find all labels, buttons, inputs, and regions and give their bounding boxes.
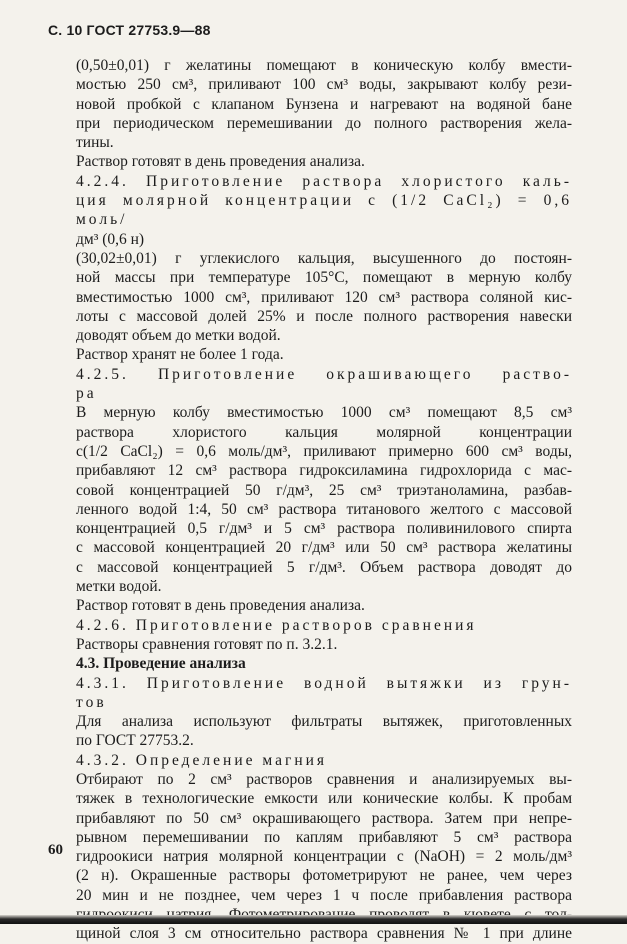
text-line: концентрацией 0,5 г/дм³ и 5 см³ раствора поливинилового спирта xyxy=(76,520,572,538)
text-line: лоты с массовой долей 25% и после полного растворения навески xyxy=(76,307,572,325)
text-line: c(1/2 CaCl₂) = 0,6 моль/дм³, приливают примерно 600 см³ воды, xyxy=(76,442,572,460)
running-header: С. 10 ГОСТ 27753.9—88 xyxy=(48,22,211,38)
paragraph-note xyxy=(76,345,572,364)
text-line: Раствор готовят в день проведения анализа. xyxy=(76,597,365,615)
paragraph-reference xyxy=(76,635,572,654)
text-line: 4.3.2. Определение магния xyxy=(76,751,328,769)
text-line: прибавляют 12 см³ раствора гидроксиламина гидрохлорида с мас- xyxy=(76,462,572,480)
text-line: вместимостью 1000 см³, приливают 120 см³ раствора соляной кис- xyxy=(76,288,572,306)
paragraph-filtrates xyxy=(76,712,572,751)
document-body xyxy=(76,56,572,944)
text-line: Раствор готовят в день проведения анализа. xyxy=(76,153,365,171)
text-line: 4.3. Проведение анализа xyxy=(76,655,246,673)
text-line: раствора хлористого кальция молярной концентрации xyxy=(76,423,572,441)
section-heading-4-3 xyxy=(76,654,572,673)
text-line: с массовой концентрацией 5 г/дм³. Объем раствора доводят до xyxy=(76,558,572,576)
text-line: при периодическом перемешивании до полного растворения жела- xyxy=(76,114,572,132)
text-line: доводят объем до метки водой. xyxy=(76,327,281,345)
paragraph-note xyxy=(76,596,572,615)
text-line: тины. xyxy=(76,134,114,152)
text-line: гидроокиси натрия молярной концентрации c (NaOH) = 2 моль/дм³ xyxy=(76,848,572,866)
text-line: Растворы сравнения готовят по п. 3.2.1. xyxy=(76,635,338,653)
text-line: Для анализа используют фильтраты вытяжек, приготовленных xyxy=(76,713,572,731)
text-line: ра xyxy=(76,385,97,403)
text-line: дм³ (0,6 н) xyxy=(76,230,145,248)
text-line: 4.2.4. Приготовление раствора хлористого каль- xyxy=(76,172,572,190)
text-line: 4.2.5. Приготовление окрашивающего раство- xyxy=(76,365,572,383)
text-line: (2 н). Окрашенные растворы фотометрируют не ранее, чем через xyxy=(76,867,572,885)
text-line: Отбирают по 2 см³ растворов сравнения и анализируемых вы- xyxy=(76,770,572,788)
text-line: тов xyxy=(76,693,107,711)
text-line: тяжек в технологические емкости или конические колбы. К пробам xyxy=(76,790,572,808)
section-heading-4-2-5 xyxy=(76,365,572,404)
text-line: 4.3.1. Приготовление водной вытяжки из грун- xyxy=(76,674,572,692)
text-line: щиной слоя 3 см относительно раствора сравнения № 1 при длине xyxy=(76,925,572,943)
text-line: (0,50±0,01) г желатины помещают в коническую колбу вмести- xyxy=(76,57,572,74)
text-line: рывном перемешивании по каплям прибавляют 5 см³ раствора xyxy=(76,828,572,846)
scan-edge-shadow xyxy=(0,915,627,924)
section-heading-4-2-6 xyxy=(76,616,572,635)
page-number: 60 xyxy=(48,842,63,858)
text-line: ленного водой 1:4, 50 см³ раствора титанового желтого с массовой xyxy=(76,500,572,518)
text-line: с массовой концентрацией 20 г/дм³ или 50 см³ раствора желатины xyxy=(76,539,572,557)
text-line: ной массы при температуре 105°С, помещают в мерную колбу xyxy=(76,269,572,287)
text-line: ция молярной концентрации c (1/2 CaCl₂) = 0,6 моль/ xyxy=(76,192,572,229)
text-line: 4.2.6. Приготовление растворов сравнения xyxy=(76,616,477,634)
text-line: прибавляют по 50 см³ окрашивающего раствора. Затем при непре- xyxy=(76,809,572,827)
paragraph-note xyxy=(76,152,572,171)
text-line: новой пробкой с клапаном Бунзена и нагревают на водяной бане xyxy=(76,95,572,113)
text-line: Раствор хранят не более 1 года. xyxy=(76,346,284,364)
paragraph-gelatin-cont xyxy=(76,56,572,152)
text-line: 20 мин и не позднее, чем через 1 ч после прибавления раствора xyxy=(76,886,572,904)
text-line: (30,02±0,01) г углекислого кальция, высушенного до постоян- xyxy=(76,249,572,267)
text-line: по ГОСТ 27753.2. xyxy=(76,732,194,750)
paragraph-staining-solution xyxy=(76,403,572,596)
text-line: метки водой. xyxy=(76,578,162,596)
section-heading-4-3-2 xyxy=(76,751,572,770)
text-line: совой концентрацией 50 г/дм³, 25 см³ триэтаноламина, разбав- xyxy=(76,481,572,499)
paragraph-calcium xyxy=(76,249,572,345)
text-line: В мерную колбу вместимостью 1000 см³ помещают 8,5 см³ xyxy=(76,404,572,422)
text-line: мостью 250 см³, приливают 100 см³ воды, закрывают колбу рези- xyxy=(76,76,572,94)
section-heading-4-2-4 xyxy=(76,172,572,249)
section-heading-4-3-1 xyxy=(76,674,572,713)
